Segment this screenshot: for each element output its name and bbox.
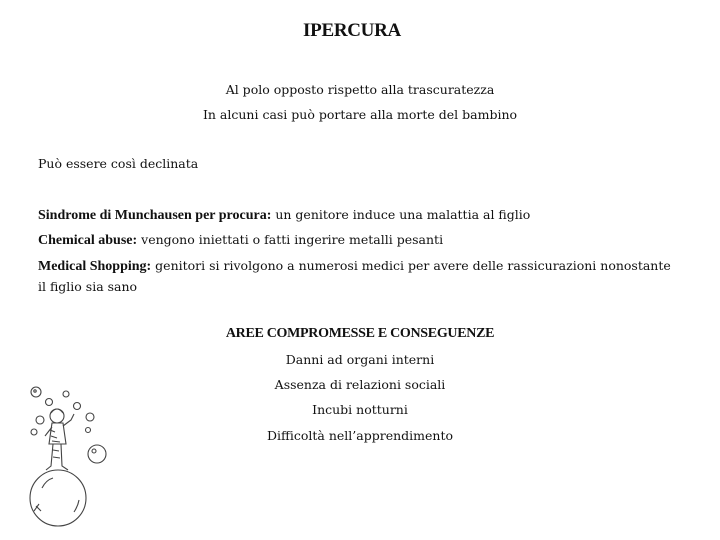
lead-text: Può essere così declinata — [38, 156, 199, 171]
child-on-bubble-icon — [22, 380, 112, 539]
section-title: AREE COMPROMESSE E CONSEGUENZE — [225, 326, 495, 341]
intro-line: In alcuni casi può portare alla morte del bambino — [202, 107, 518, 122]
consequence-item: Difficoltà nell’apprendimento — [266, 428, 454, 443]
definition-item — [38, 205, 678, 226]
definition-item — [38, 256, 678, 297]
definition-text: genitori si rivolgono a numerosi medici per avere delle rassicurazioni nonostante il figlio sia sano — [38, 258, 671, 294]
definition-term: Sindrome di Munchausen per procura: — [38, 208, 272, 223]
consequence-item: Incubi notturni — [312, 402, 408, 417]
definition-text: vengono iniettati o fatti ingerire metalli pesanti — [137, 232, 444, 247]
page-title: IPERCURA — [303, 20, 401, 41]
definition-item — [38, 230, 678, 251]
consequence-item: Danni ad organi interni — [285, 352, 435, 367]
intro-line: Al polo opposto rispetto alla trascuratezza — [225, 82, 495, 97]
definition-term: Medical Shopping: — [38, 259, 152, 274]
definition-text: un genitore induce una malattia al figlio — [271, 207, 531, 222]
consequence-item: Assenza di relazioni sociali — [274, 377, 446, 392]
definition-term: Chemical abuse: — [38, 233, 138, 248]
